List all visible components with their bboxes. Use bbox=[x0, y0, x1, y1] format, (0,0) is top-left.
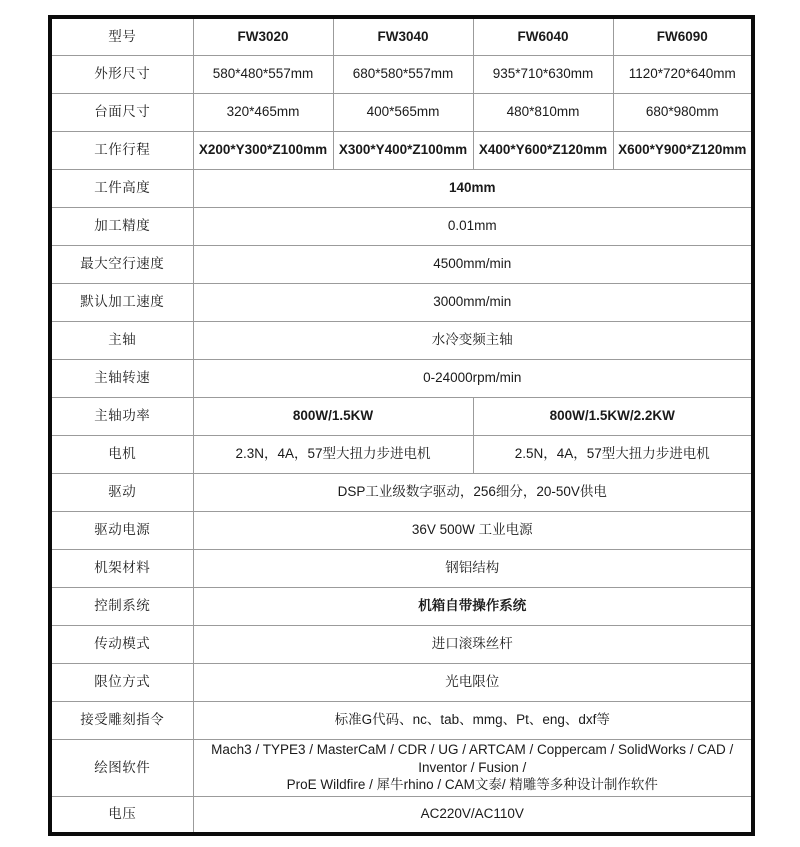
control-system-row bbox=[50, 587, 753, 625]
frame-material-row bbox=[50, 549, 753, 587]
software-row bbox=[50, 739, 753, 796]
dimensions-row bbox=[50, 55, 753, 93]
engraving-commands-row bbox=[50, 701, 753, 739]
row-label: 工件高度 bbox=[50, 169, 193, 207]
cell bbox=[193, 739, 753, 796]
max-travel-speed-row bbox=[50, 245, 753, 283]
row-label: 限位方式 bbox=[50, 663, 193, 701]
software-line-2: ProE Wildfire / 犀牛rhino / CAM文泰/ 精雕等多种设计制作软件 bbox=[286, 777, 658, 793]
model-row bbox=[50, 17, 753, 55]
row-label: 主轴 bbox=[50, 321, 193, 359]
cell: 水冷变频主轴 bbox=[193, 321, 753, 359]
cell: 1120*720*640mm bbox=[613, 55, 753, 93]
cell: 进口滚珠丝杆 bbox=[193, 625, 753, 663]
model-name-fw3020: FW3020 bbox=[193, 17, 333, 55]
cell: 400*565mm bbox=[333, 93, 473, 131]
model-name-fw3040: FW3040 bbox=[333, 17, 473, 55]
spindle-row bbox=[50, 321, 753, 359]
cell: 36V 500W 工业电源 bbox=[193, 511, 753, 549]
model-name-fw6040: FW6040 bbox=[473, 17, 613, 55]
model-name-fw6090: FW6090 bbox=[613, 17, 753, 55]
cell: 935*710*630mm bbox=[473, 55, 613, 93]
cell: DSP工业级数字驱动，256细分，20-50V供电 bbox=[193, 473, 753, 511]
spindle-power-row bbox=[50, 397, 753, 435]
row-label: 机架材料 bbox=[50, 549, 193, 587]
row-label: 电压 bbox=[50, 796, 193, 834]
cell: 3000mm/min bbox=[193, 283, 753, 321]
cell-right: 800W/1.5KW/2.2KW bbox=[473, 397, 753, 435]
cell: 480*810mm bbox=[473, 93, 613, 131]
row-label: 主轴功率 bbox=[50, 397, 193, 435]
cell-left: 2.3N，4A，57型大扭力步进电机 bbox=[193, 435, 473, 473]
row-label: 台面尺寸 bbox=[50, 93, 193, 131]
cell: 680*580*557mm bbox=[333, 55, 473, 93]
cell: X200*Y300*Z100mm bbox=[193, 131, 333, 169]
row-label: 最大空行速度 bbox=[50, 245, 193, 283]
cell: AC220V/AC110V bbox=[193, 796, 753, 834]
table-size-row bbox=[50, 93, 753, 131]
cell: 机箱自带操作系统 bbox=[193, 587, 753, 625]
spindle-speed-row bbox=[50, 359, 753, 397]
cell: 0-24000rpm/min bbox=[193, 359, 753, 397]
row-label: 工作行程 bbox=[50, 131, 193, 169]
motor-row bbox=[50, 435, 753, 473]
row-label: 外形尺寸 bbox=[50, 55, 193, 93]
software-line-1: Mach3 / TYPE3 / MasterCaM / CDR / UG / ARTCAM / Coppercam / SolidWorks / CAD / Inventor / Fusion / bbox=[211, 742, 734, 775]
row-label: 绘图软件 bbox=[50, 739, 193, 796]
cell: 320*465mm bbox=[193, 93, 333, 131]
row-label: 主轴转速 bbox=[50, 359, 193, 397]
row-label: 传动模式 bbox=[50, 625, 193, 663]
limit-mode-row bbox=[50, 663, 753, 701]
machine-spec-table bbox=[48, 15, 755, 836]
working-travel-row bbox=[50, 131, 753, 169]
cell-left: 800W/1.5KW bbox=[193, 397, 473, 435]
cell: 0.01mm bbox=[193, 207, 753, 245]
row-label: 默认加工速度 bbox=[50, 283, 193, 321]
cell-right: 2.5N，4A，57型大扭力步进电机 bbox=[473, 435, 753, 473]
cell: 140mm bbox=[193, 169, 753, 207]
row-label: 加工精度 bbox=[50, 207, 193, 245]
cell: 光电限位 bbox=[193, 663, 753, 701]
row-label: 电机 bbox=[50, 435, 193, 473]
drive-power-row bbox=[50, 511, 753, 549]
cell: 标准G代码、nc、tab、mmg、Pt、eng、dxf等 bbox=[193, 701, 753, 739]
cell: X300*Y400*Z100mm bbox=[333, 131, 473, 169]
row-label: 接受雕刻指令 bbox=[50, 701, 193, 739]
cell: 钢铝结构 bbox=[193, 549, 753, 587]
cell: 680*980mm bbox=[613, 93, 753, 131]
workpiece-height-row bbox=[50, 169, 753, 207]
row-label: 驱动电源 bbox=[50, 511, 193, 549]
voltage-row bbox=[50, 796, 753, 834]
cell: X400*Y600*Z120mm bbox=[473, 131, 613, 169]
precision-row bbox=[50, 207, 753, 245]
cell: X600*Y900*Z120mm bbox=[613, 131, 753, 169]
cell: 580*480*557mm bbox=[193, 55, 333, 93]
drive-row bbox=[50, 473, 753, 511]
row-label-model: 型号 bbox=[50, 17, 193, 55]
cell: 4500mm/min bbox=[193, 245, 753, 283]
default-speed-row bbox=[50, 283, 753, 321]
row-label: 控制系统 bbox=[50, 587, 193, 625]
transmission-row bbox=[50, 625, 753, 663]
row-label: 驱动 bbox=[50, 473, 193, 511]
